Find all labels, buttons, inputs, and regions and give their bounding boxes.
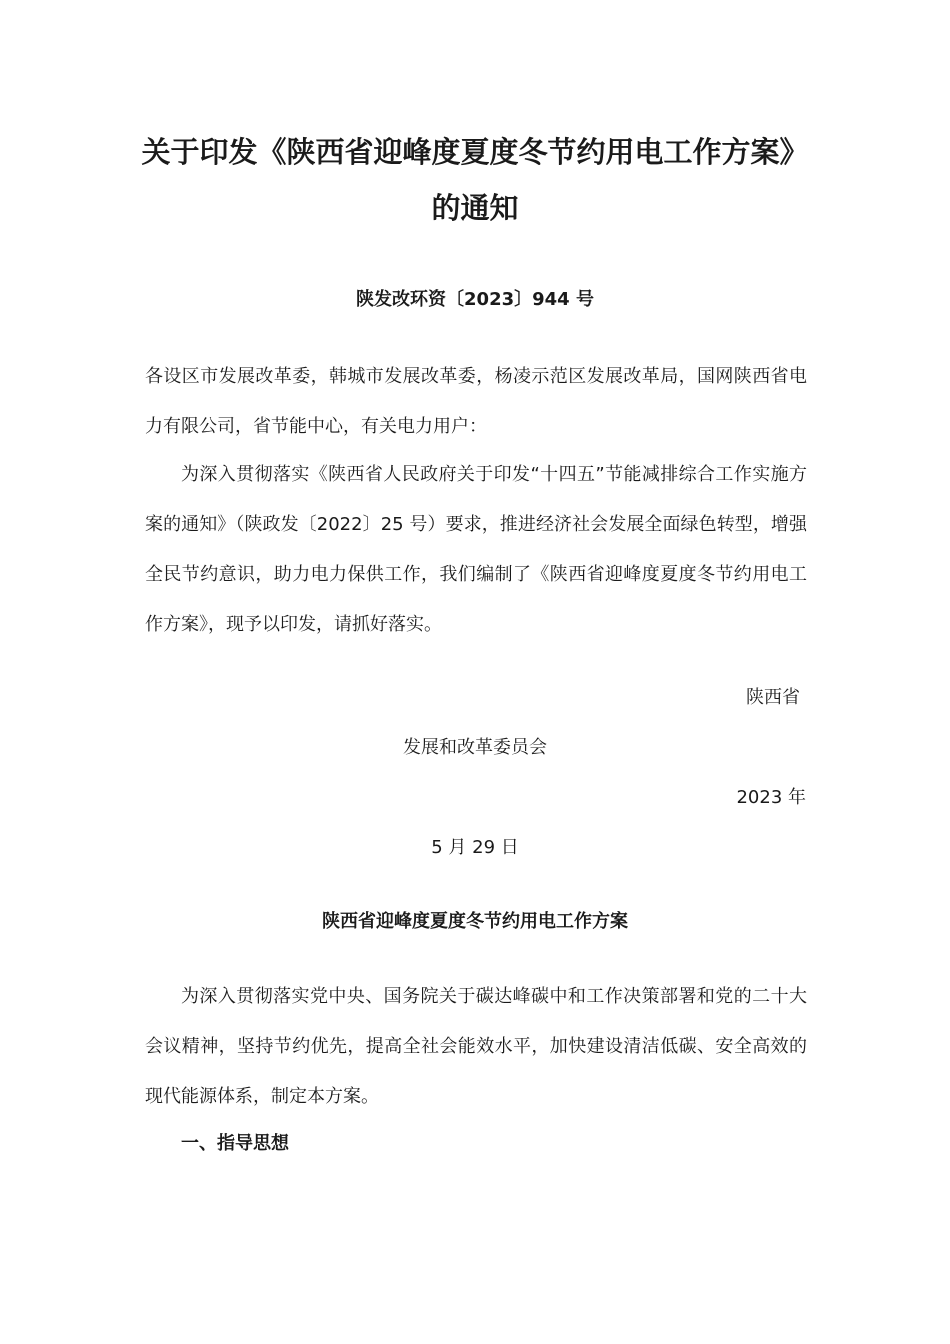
document-number: 陕发改环资〔2023〕944 号 <box>356 289 594 310</box>
title-line-2: 的通知 <box>431 191 519 225</box>
section-heading-guiding-ideology: 一、指导思想 <box>181 1133 289 1154</box>
signature-province: 陕西省 <box>746 687 800 708</box>
document-title <box>120 124 830 236</box>
addressee-paragraph: 各设区市发展改革委，韩城市发展改革委，杨凌示范区发展改革局，国网陕西省电力有限公司，省节能中心，有关电力用户： <box>145 366 807 437</box>
signature-date: 5 月 29 日 <box>431 837 519 858</box>
signature-department: 发展和改革委员会 <box>403 737 547 758</box>
plan-intro-paragraph: 为深入贯彻落实党中央、国务院关于碳达峰碳中和工作决策部署和党的二十大会议精神，坚持节约优先，提高全社会能效水平，加快建设清洁低碳、安全高效的现代能源体系，制定本方案。 <box>145 986 807 1107</box>
notice-body-paragraph: 为深入贯彻落实《陕西省人民政府关于印发“十四五”节能减排综合工作实施方案的通知》（陕政发〔2022〕25 号）要求，推进经济社会发展全面绿色转型，增强全民节约意识，助力电力保供工作，我们编制了《陕西省迎峰度夏度冬节约用电工作方案》，现予以印发，请抓好落实。 <box>145 464 807 635</box>
signature-year: 2023 年 <box>736 787 806 808</box>
plan-title: 陕西省迎峰度夏度冬节约用电工作方案 <box>322 911 628 932</box>
title-line-1: 关于印发《陕西省迎峰度夏度冬节约用电工作方案》 <box>141 135 809 169</box>
